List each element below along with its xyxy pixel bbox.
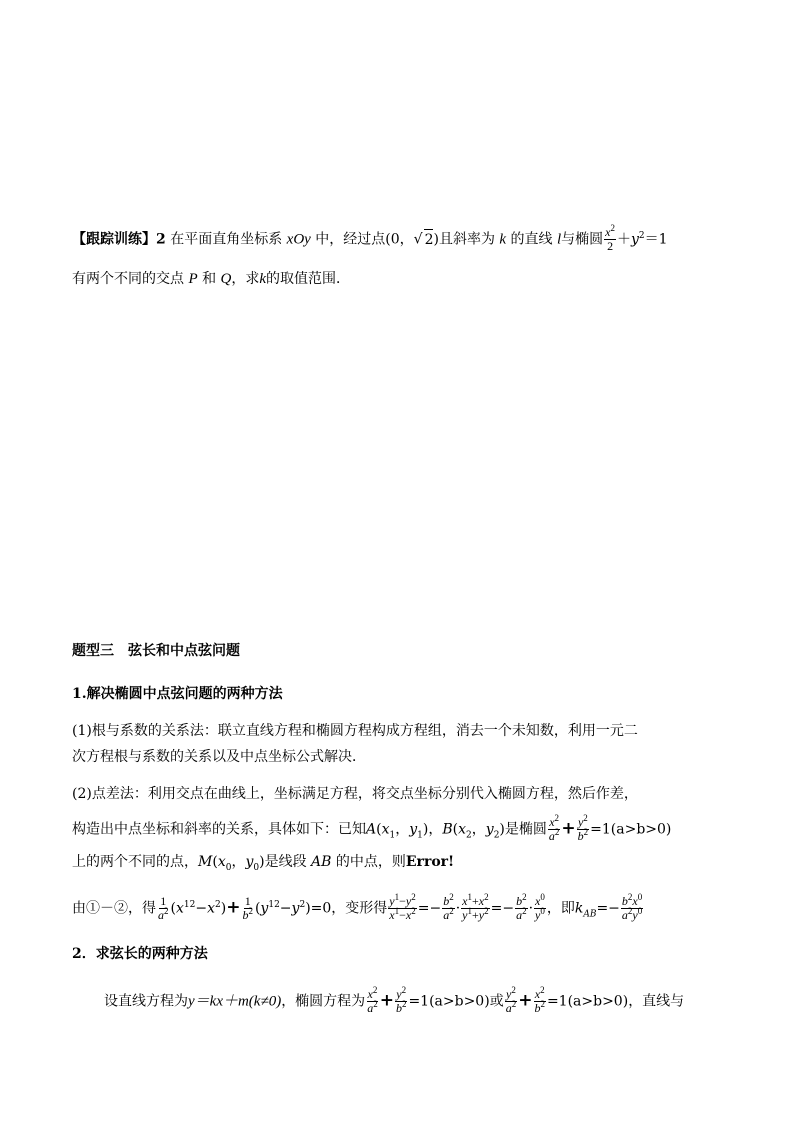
length-line: 设直线方程为y＝kx＋m(k≠0)，椭圆方程为 $\frac{x^2}{a^2}$ + $\frac{y^2}{b^2}$ =1(a>b>0)或 $\frac{y^2}{a^2}$ + $\frac{x^2}{b^2}$ =1(a>b>0)，直线与 <box>104 985 685 1015</box>
derivation-text: 由①－②，得 <box>72 900 156 917</box>
exercise-tag: 【跟踪训练】2 <box>72 231 166 248</box>
frac-kab: $\frac{b^2x^0}{a^2y^0}$ <box>621 892 643 922</box>
exercise-text: )且斜率为 <box>433 231 495 248</box>
exercise-text: 有两个不同的交点 <box>72 271 184 287</box>
exercise-text: 的直线 <box>510 231 553 248</box>
length-text: 设直线方程为 <box>104 993 188 1010</box>
frac-x0-y0: $\frac{x^0}{y^0}$ <box>535 892 545 922</box>
error-text: Error! <box>405 854 455 870</box>
method-1-line-b: 次方程根与系数的关系以及中点坐标公式解决． <box>72 749 366 765</box>
frac-x-sum: $\frac{x^1+x^2}{y^1+y^2}$ <box>462 892 489 922</box>
ellipse-condition: =1(a>b>0) <box>590 821 672 838</box>
method-text: 是椭圆 <box>504 821 547 838</box>
ellipse-condition: =1(a>b>0) <box>408 993 490 1010</box>
exercise-text: 中，经过点(0， <box>315 231 414 248</box>
method-text: 是线段 <box>264 854 307 870</box>
section-heading: 题型三 弦长和中点弦问题 <box>72 643 240 659</box>
method-1-line-a: (1)根与系数的关系法：联立直线方程和椭圆方程构成方程组，消去一个未知数，利用一元二 <box>72 723 638 739</box>
k-var: k <box>499 231 507 248</box>
method-text: 上的两个不同的点， <box>72 854 198 870</box>
subheading-1: 1.解决椭圆中点弦问题的两种方法 <box>72 686 283 702</box>
exercise-text: 与椭圆 <box>561 231 604 248</box>
exercise-text: 在平面直角坐标系 <box>170 231 283 248</box>
method-2-line-c: 上的两个不同的点，$M(x_0$，$y_0$)是线段 AB 的中点，则Error! <box>72 854 455 873</box>
coord-var: xOy <box>286 231 311 248</box>
ellipse-x-term: $\frac{x^2}{a^2}$ <box>548 813 560 843</box>
derivation-line: 由①－②，得 $\frac{1}{a^2}$ $(x^{12}-x^2)+$ $\frac{1}{b^2}$ $(y^{12}-y^2)=0$，变形得 $\frac{y^1-y^2}{x^1-x^2}$ =− $\frac{b^2}{a^2}$ · $\frac{x^1+x^2}{y^1+y^2}$ =− $\frac{b^2}{a^2}$ · $\frac{x^0}{y^0}$ ，即$k_{AB}=-$ $\frac{b^2x^0}{a^2y^0}$ <box>72 892 643 922</box>
frac-y2-a2: $\frac{y^2}{a^2}$ <box>505 985 517 1015</box>
subheading-2: 2．求弦长的两种方法 <box>72 946 208 962</box>
line-equation: y＝kx＋m(k≠0) <box>188 993 282 1010</box>
method-text: 构造出中点坐标和斜率的关系，具体如下：已知 <box>72 821 366 838</box>
k-var: k <box>259 271 267 287</box>
exercise-text: ，求 <box>231 271 260 287</box>
ellipse-condition: =1(a>b>0) <box>546 993 629 1010</box>
length-text: ，直线与 <box>628 993 685 1010</box>
derivation-text: =0，变形得 <box>310 900 388 917</box>
exercise-text: 和 <box>202 271 217 287</box>
frac-y-diff: $\frac{y^1-y^2}{x^1-x^2}$ <box>389 892 416 922</box>
p-var: P <box>188 271 198 287</box>
method-text: 的中点，则 <box>335 854 406 870</box>
frac-1-a2: $\frac{1}{a^2}$ <box>158 894 169 922</box>
ellipse-y-term: $\frac{y^2}{b^2}$ <box>577 813 589 843</box>
frac-b2-a2: $\frac{b^2}{a^2}$ <box>443 892 454 922</box>
frac-1-b2: $\frac{1}{b^2}$ <box>242 894 253 922</box>
ellipse-fraction: $\frac{x^2}{2}$ <box>605 223 615 253</box>
exercise-line-1: 【跟踪训练】2 在平面直角坐标系 xOy 中，经过点(0，√ 2)且斜率为 k 的直线 l与椭圆 $\frac{x^2}{2}$ $+y^2=1$ <box>72 223 668 253</box>
frac-y2-b2: $\frac{y^2}{b^2}$ <box>395 985 407 1015</box>
sqrt-arg: 2 <box>424 229 434 250</box>
exercise-line-2 <box>72 269 350 289</box>
frac-x2-b2: $\frac{x^2}{b^2}$ <box>534 985 545 1015</box>
length-text: 或 <box>489 993 504 1010</box>
derivation-text: ，即 <box>546 900 575 917</box>
l-var: l <box>556 231 562 248</box>
q-var: Q <box>220 271 232 287</box>
length-text: ，椭圆方程为 <box>281 993 366 1010</box>
frac-x2-a2: $\frac{x^2}{a^2}$ <box>367 985 378 1015</box>
method-2-line-b: 构造出中点坐标和斜率的关系，具体如下：已知$A(x_1$，$y_1$)，$B(x_2$，$y_2$)是椭圆 $\frac{x^2}{a^2}$ + $\frac{y^2}{b^2}$ =1(a>b>0) <box>72 813 672 843</box>
exercise-text: 的取值范围． <box>266 271 351 287</box>
frac-b2-a2: $\frac{b^2}{a^2}$ <box>516 892 527 922</box>
method-2-line-a: (2)点差法：利用交点在曲线上，坐标满足方程，将交点坐标分别代入椭圆方程，然后作差， <box>72 786 638 802</box>
